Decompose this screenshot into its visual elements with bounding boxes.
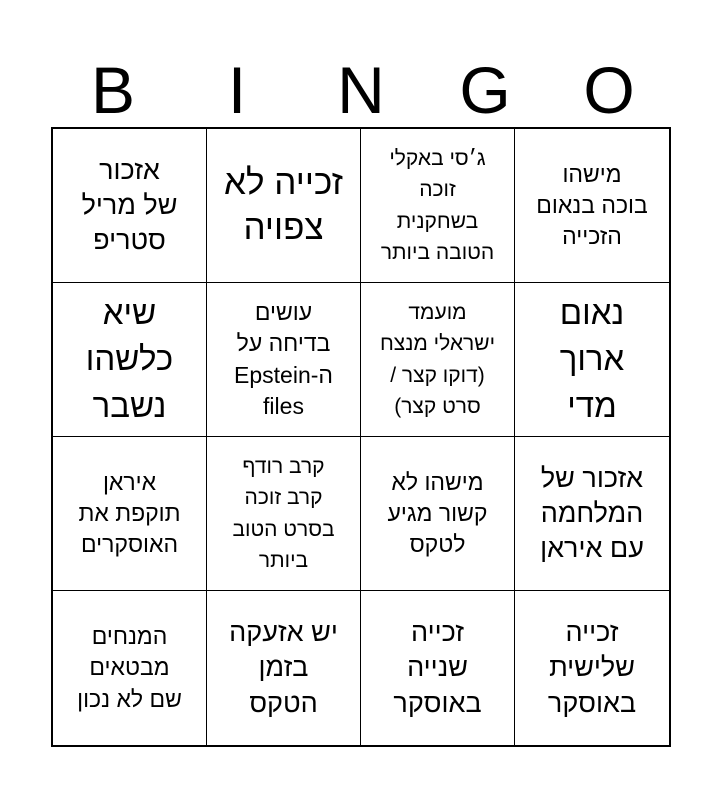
bingo-cell-text: זכייה שנייה באוסקר [393, 617, 482, 718]
bingo-cell[interactable] [53, 129, 207, 283]
header-letter-g: G [459, 53, 511, 127]
bingo-cell[interactable] [207, 437, 361, 591]
bingo-cell[interactable] [361, 283, 515, 437]
bingo-cell[interactable] [515, 283, 669, 437]
bingo-cell-text: קרב רודף קרב זוכה בסרט הטוב ביותר [232, 454, 335, 572]
bingo-cell-text: ג׳סי באקלי זוכה בשחקנית הטובה ביותר [380, 146, 495, 264]
bingo-cell[interactable] [361, 437, 515, 591]
bingo-cell[interactable] [53, 591, 207, 745]
bingo-cell[interactable] [515, 437, 669, 591]
bingo-cell[interactable] [207, 283, 361, 437]
header-letter-n: N [337, 53, 385, 127]
bingo-cell-text: נאום ארוך מדי [559, 294, 625, 424]
bingo-cell[interactable] [207, 129, 361, 283]
bingo-board [51, 127, 671, 747]
bingo-cell-text: זכייה שלישית באוסקר [547, 617, 637, 718]
bingo-cell[interactable] [207, 591, 361, 745]
bingo-cell-text: מישהו לא קשור מגיע לטקס [387, 468, 488, 558]
bingo-cell-text: עושים בדיחה על ה-Epstein files [234, 299, 333, 419]
bingo-cell[interactable] [515, 591, 669, 745]
bingo-cell-text: איראן תוקפת את האוסקרים [78, 468, 181, 558]
bingo-cell-text: המנחים מבטאים שם לא נכון [77, 623, 182, 712]
bingo-cell-text: שיא כלשהו נשבר [85, 294, 174, 424]
bingo-cell[interactable] [515, 129, 669, 283]
bingo-cell-text: אזכור של המלחמה עם איראן [540, 462, 644, 564]
bingo-cell[interactable] [53, 437, 207, 591]
bingo-cell[interactable] [53, 283, 207, 437]
header-letter-i: I [227, 53, 247, 127]
bingo-cell-text: מישהו בוכה בנאום הזכייה [536, 160, 648, 250]
bingo-cell-text: יש אזעקה בזמן הטקס [229, 617, 338, 718]
bingo-cell-text: זכייה לא צפויה [224, 162, 343, 247]
bingo-cell[interactable] [361, 591, 515, 745]
bingo-header [51, 52, 671, 128]
bingo-cell-text: אזכור של מריל סטריפ [81, 154, 178, 256]
bingo-cell[interactable] [361, 129, 515, 283]
bingo-cell-text: מועמד ישראלי מנצח (דוקו קצר / סרט קצר) [379, 300, 496, 418]
header-letter-b: B [90, 53, 136, 127]
header-letter-o: O [583, 53, 635, 127]
